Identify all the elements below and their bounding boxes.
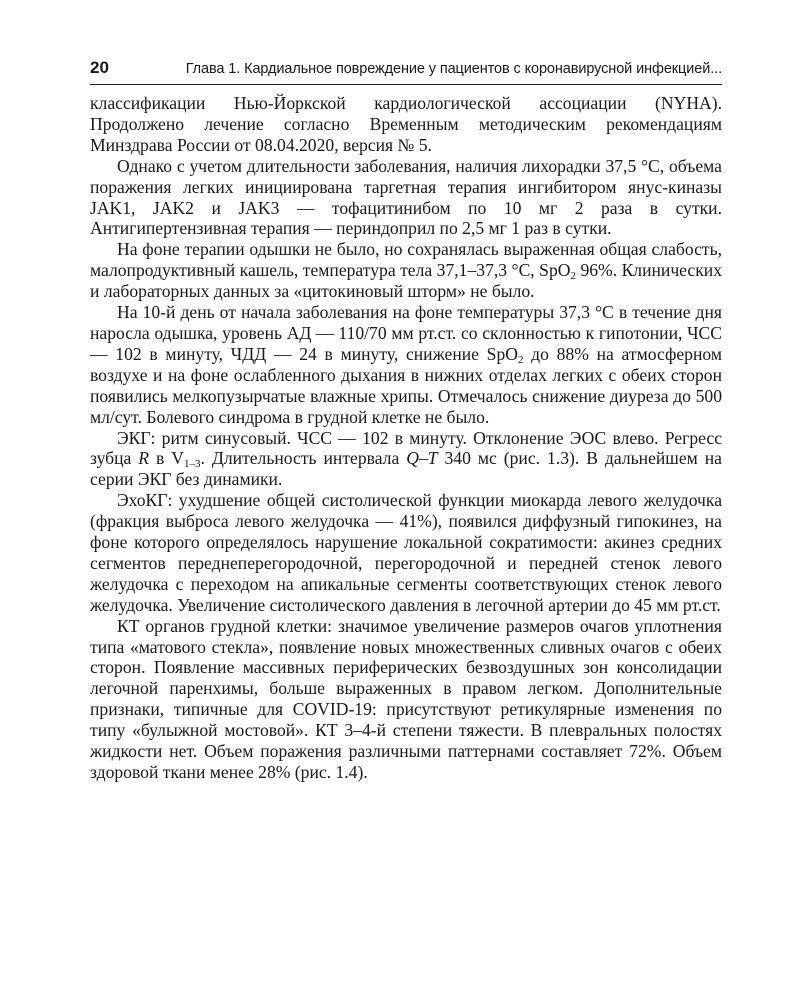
book-page <box>90 58 722 783</box>
running-title: Глава 1. Кардиальное повреждение у пациентов с коронавирусной инфекцией... <box>185 61 722 77</box>
paragraph-5-text-d: 340 мс (рис. 1.3). В дальнейшем на серии ЭКГ без динамики. <box>90 448 722 490</box>
paragraph-5-text-b: в V <box>149 448 184 469</box>
paragraph-4-text-a: На 10-й день от начала заболевания на фоне температуры 37,3 °С в течение дня наросла одышка, уровень АД — 110/70 мм рт.ст. со склонностью к гипотонии, ЧСС — 102 в минуту, ЧДД — 24 в минуту, снижение SpO <box>90 302 722 364</box>
paragraph-3-text-a: На фоне терапии одышки не было, но сохранялась выраженная общая слабость, малопродуктивный кашель, температура тела 37,1–37,3 °С, SpO <box>90 239 722 281</box>
spo2-subscript: 2 <box>570 270 576 283</box>
paragraph-2: Однако с учетом длительности заболевания, наличия лихорадки 37,5 °С, объема поражения легких инициирована таргетная терапия ингибитором янус-киназы JAK1, JAK2 и JAK3 — тофацитинибом по 10 мг 2 раза в сутки. Антигипертензивная терапия — периндоприл по 2,5 мг 1 раз в сутки. <box>90 155 722 239</box>
qt-interval-italic: Q–T <box>406 448 438 469</box>
lead-subscript: 1–3 <box>184 458 201 471</box>
paragraph-5-text-a: ЭКГ: ритм синусовый. ЧСС — 102 в минуту. Отклонение ЭОС влево. Регресс зубца <box>90 427 722 469</box>
paragraph-7: КТ органов грудной клетки: значимое увеличение размеров очагов уплотнения типа «матового стекла», появление новых множественных сливных очагов с обеих сторон. Появление массивных периферических безвоздушных зон консолидации легочной паренхимы, больше выраженных в правом легком. Дополнительные признаки, типичные для COVID-19: присутствуют ретикулярные изменения по типу «булыжной мостовой». КТ 3–4-й степени тяжести. В плевральных полостях жидкости нет. Объем поражения различными паттернами составляет 72%. Объем здоровой ткани менее 28% (рис. 1.4). <box>90 615 722 782</box>
wave-r-italic: R <box>138 448 150 469</box>
body-text <box>90 93 722 783</box>
paragraph-3 <box>90 239 722 302</box>
paragraph-3-text-b: 96%. Клинических и лабораторных данных за «цитокиновый шторм» не было. <box>90 260 722 302</box>
running-header <box>90 58 722 85</box>
paragraph-4-text-b: до 88% на атмосферном воздухе и на фоне ослабленного дыхания в нижних отделах легких с обеих сторон появились мелкопузырчатые влажные хрипы. Отмечалось снижение диуреза до 500 мл/сут. Болевого синдрома в грудной клетке не было. <box>90 343 722 427</box>
paragraph-4 <box>90 302 722 427</box>
paragraph-1: классификации Нью-Йоркской кардиологической ассоциации (NYHA). Продолжено лечение согласно Временным методическим рекомендациям Минздрава России от 08.04.2020, версия № 5. <box>90 93 722 155</box>
paragraph-5 <box>90 428 722 491</box>
paragraph-5-text-c: . Длительность интервала <box>200 448 407 469</box>
page-number: 20 <box>90 58 109 77</box>
spo2-subscript: 2 <box>517 353 524 366</box>
paragraph-6: ЭхоКГ: ухудшение общей систолической функции миокарда левого желудочка (фракция выброса левого желудочка — 41%), появился диффузный гипокинез, на фоне которого определялось нарушение локальной сократимости: акинез средних сегментов переднеперегородочной, перегородочной и передней стенок левого желудочка с переходом на апикальные сегменты соответствующих стенок левого желудочка. Увеличение систолического давления в легочной артерии до 45 мм рт.ст. <box>90 490 722 615</box>
